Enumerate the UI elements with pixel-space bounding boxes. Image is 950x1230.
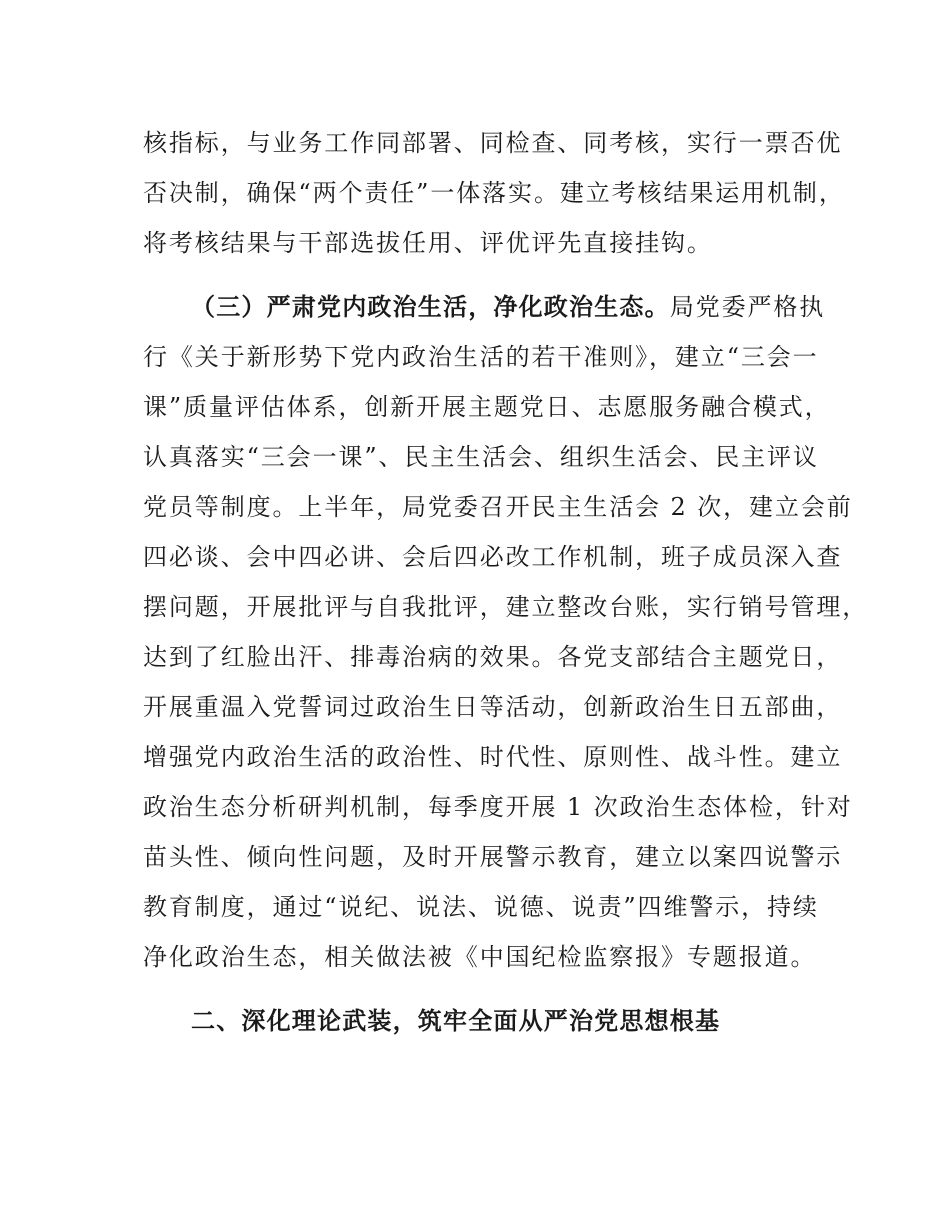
paragraph-line: 核指标，与业务工作同部署、同检查、同考核，实行一票否优 bbox=[143, 129, 843, 157]
paragraph-line: 达到了红脸出汗、排毒治病的效果。各党支部结合主题党日， bbox=[143, 643, 843, 671]
subsection-heading: （三）严肃党内政治生活，净化政治生态。 bbox=[191, 293, 670, 321]
paragraph-line: 否决制，确保“两个责任”一体落实。建立考核结果运用机制， bbox=[143, 179, 845, 207]
paragraph-line: 净化政治生态，相关做法被《中国纪检监察报》专题报道。 bbox=[143, 943, 817, 971]
paragraph-line: 教育制度，通过“说纪、说法、说德、说责”四维警示，持续 bbox=[143, 893, 819, 921]
paragraph-line: 增强党内政治生活的政治性、时代性、原则性、战斗性。建立 bbox=[143, 743, 843, 771]
section-heading: 二、深化理论武装，筑牢全面从严治党思想根基 bbox=[191, 1007, 721, 1035]
paragraph-line: 苗头性、倾向性问题，及时开展警示教育，建立以案四说警示 bbox=[143, 843, 843, 871]
paragraph-text: 局党委严格执 bbox=[669, 293, 826, 321]
paragraph-line: 党员等制度。上半年，局党委召开民主生活会 2 次，建立会前 bbox=[143, 493, 853, 521]
paragraph-line: 行《关于新形势下党内政治生活的若干准则》，建立“三会一 bbox=[143, 343, 819, 371]
paragraph-line: 认真落实“三会一课”、民主生活会、组织生活会、民主评议 bbox=[143, 443, 819, 471]
paragraph-line: 将考核结果与干部选拔任用、评优评先直接挂钩。 bbox=[143, 229, 713, 257]
paragraph-line: 四必谈、会中四必讲、会后四必改工作机制，班子成员深入查 bbox=[143, 543, 843, 571]
paragraph-line: 开展重温入党誓词过政治生日等活动，创新政治生日五部曲， bbox=[143, 693, 843, 721]
paragraph-first-line bbox=[191, 290, 825, 324]
paragraph-line: 政治生态分析研判机制，每季度开展 1 次政治生态体检，针对 bbox=[143, 793, 853, 821]
paragraph-line: 课”质量评估体系，创新开展主题党日、志愿服务融合模式， bbox=[143, 393, 831, 421]
paragraph-line: 摆问题，开展批评与自我批评，建立整改台账，实行销号管理， bbox=[143, 593, 869, 621]
